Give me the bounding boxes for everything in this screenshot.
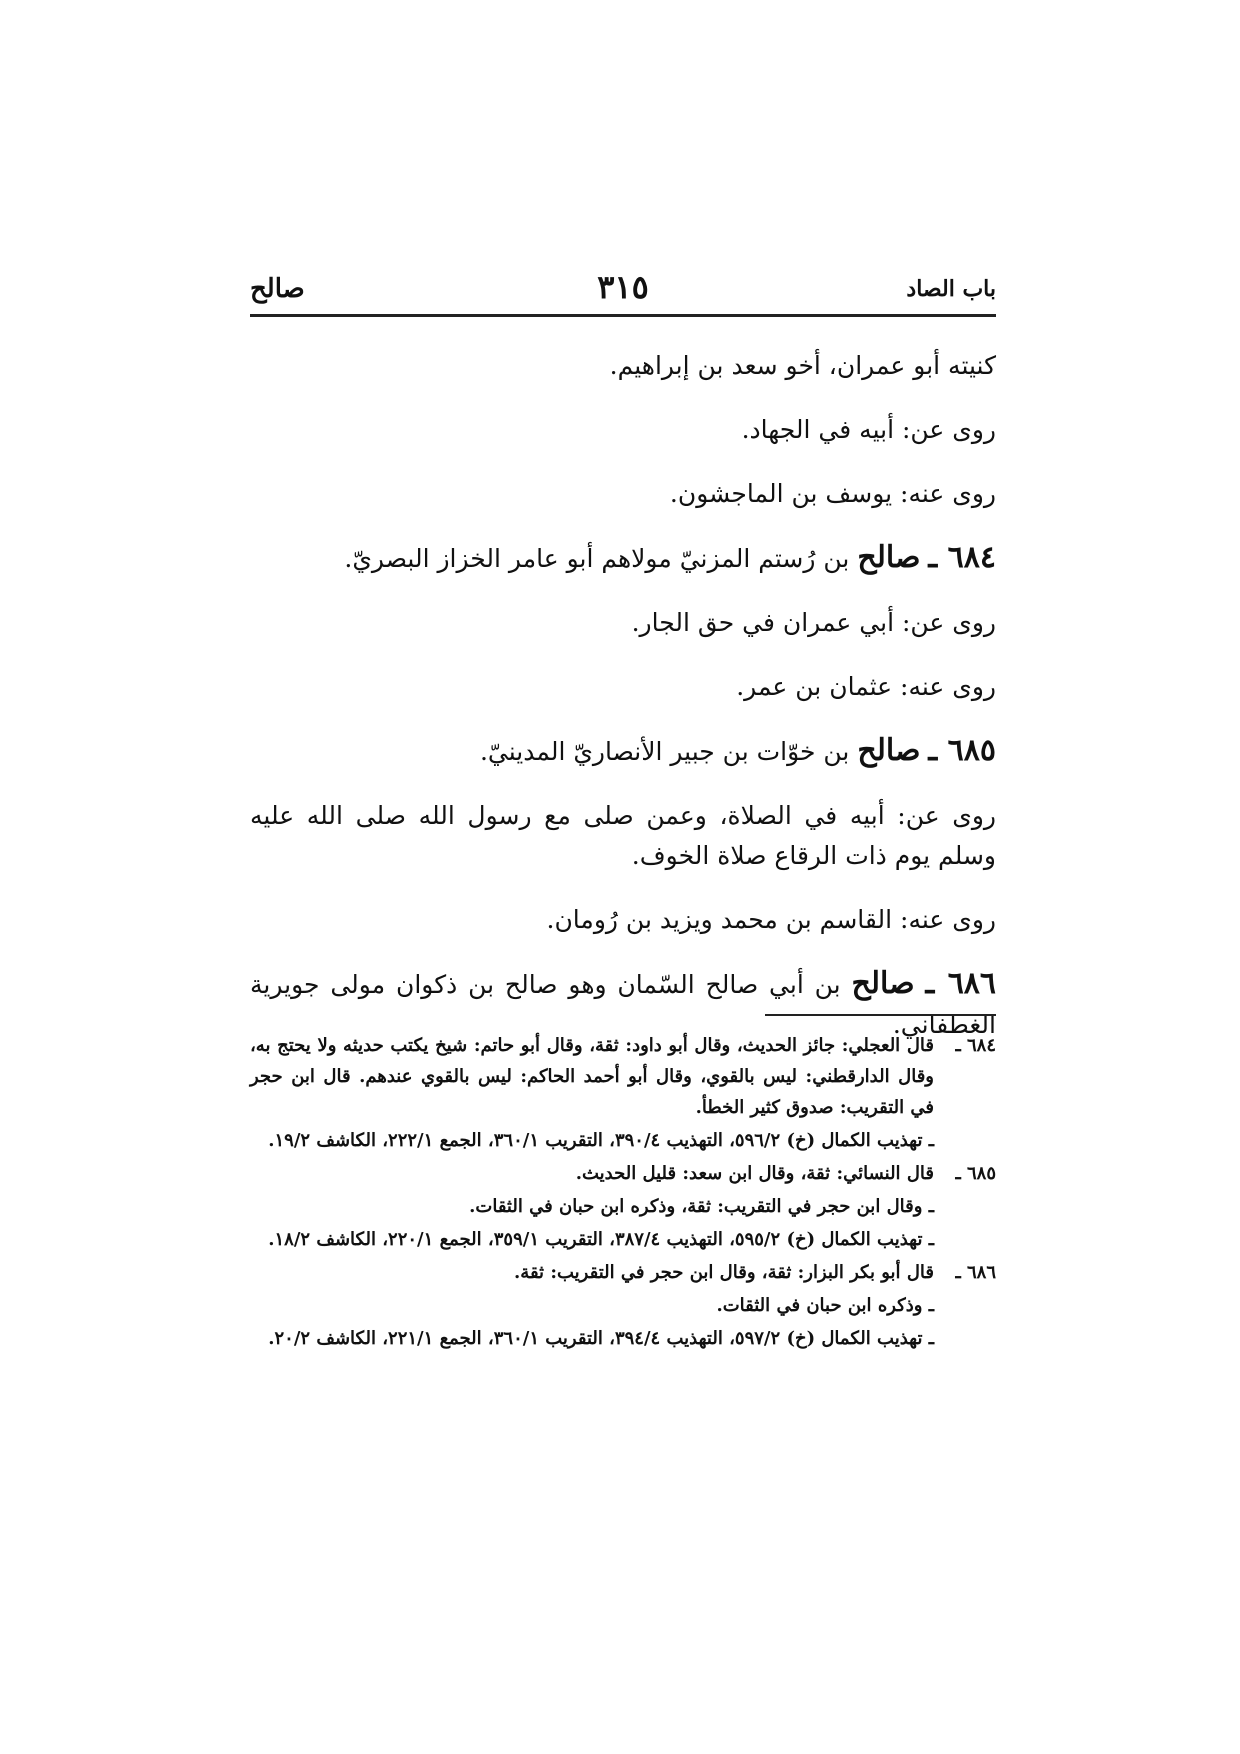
footnote <box>250 1158 996 1189</box>
footnote <box>250 1224 996 1255</box>
entry-name: صالح <box>857 540 921 575</box>
text-line: روى عن: أبي عمران في حق الجار. <box>631 608 996 637</box>
footnote-text: ـ وذكره ابن حبان في الثقات. <box>716 1295 934 1316</box>
footnote-text: قال العجلي: جائز الحديث، وقال أبو داود: ثقة، وقال أبو حاتم: شيخ يكتب حديثه ولا يحتج به، وقال الدارقطني: ليس بالقوي، وقال أبو أحمد الحاكم: ليس بالقوي عندهم. قال ابن حجر في التقريب: صدوق كثير الخطأ. <box>250 1035 934 1118</box>
footnote-text: ـ تهذيب الكمال (خ) ٥٩٦/٢، التهذيب ٣٩٠/٤، التقريب ٣٦٠/١، الجمع ٢٢٢/١، الكاشف ١٩/٢. <box>268 1130 934 1151</box>
text-line: روى عنه: يوسف بن الماجشون. <box>669 479 996 508</box>
footnote-text: ـ تهذيب الكمال (خ) ٥٩٥/٢، التهذيب ٣٨٧/٤، التقريب ٣٥٩/١، الجمع ٢٢٠/١، الكاشف ١٨/٢. <box>268 1229 934 1250</box>
text-line: روى عنه: القاسم بن محمد ويزيد بن رُومان. <box>546 905 996 934</box>
footnote <box>250 1030 996 1123</box>
entry-name: صالح <box>857 733 921 768</box>
footnote <box>250 1125 996 1156</box>
footnote <box>250 1191 996 1222</box>
footnote <box>250 1323 996 1354</box>
running-title: صالح <box>250 274 305 304</box>
page-number: ٣١٥ <box>597 268 649 306</box>
footnote-number: ٦٨٤ ـ <box>955 1035 996 1056</box>
footnote-text: قال أبو بكر البزار: ثقة، وقال ابن حجر في التقريب: ثقة. <box>514 1262 934 1283</box>
text-line: روى عنه: عثمان بن عمر. <box>736 672 996 701</box>
text-line: روى عن: أبيه في الجهاد. <box>741 415 996 444</box>
footnote-number: ٦٨٥ ـ <box>955 1163 996 1184</box>
entry-684 <box>250 538 996 579</box>
footnote <box>250 1257 996 1288</box>
footnote-divider <box>765 1014 996 1016</box>
text-line: كنيته أبو عمران، أخو سعد بن إبراهيم. <box>609 351 996 380</box>
entry-text: بن خوّات بن جبير الأنصاريّ المدينيّ. <box>479 737 850 766</box>
text-line: روى عن: أبيه في الصلاة، وعمن صلى مع رسول الله صلى الله عليه وسلم يوم ذات الرقاع صلاة الخوف. <box>250 801 996 870</box>
footnote <box>250 1290 996 1321</box>
entry-name: صالح <box>851 966 915 1001</box>
footnote-number: ٦٨٦ ـ <box>955 1262 996 1283</box>
entry-685 <box>250 731 996 772</box>
entry-text: بن رُستم المزنيّ مولاهم أبو عامر الخزاز البصريّ. <box>344 544 850 573</box>
footnote-text: ـ وقال ابن حجر في التقريب: ثقة، وذكره ابن حبان في الثقات. <box>469 1196 934 1217</box>
entry-number: ٦٨٥ ـ <box>928 733 996 768</box>
page-header <box>250 268 996 317</box>
main-text <box>250 346 996 1069</box>
entry-number: ٦٨٦ ـ <box>925 966 997 1001</box>
chapter-title: باب الصاد <box>906 276 996 302</box>
footnote-text: ـ تهذيب الكمال (خ) ٥٩٧/٢، التهذيب ٣٩٤/٤، التقريب ٣٦٠/١، الجمع ٢٢١/١، الكاشف ٢٠/٢. <box>268 1328 934 1349</box>
footnote-text: قال النسائي: ثقة، وقال ابن سعد: قليل الحديث. <box>575 1163 934 1184</box>
entry-text: بن أبي صالح السّمان وهو صالح بن ذكوان مولى جويرية الغطفاني. <box>250 970 996 1039</box>
footnotes <box>250 1030 996 1356</box>
entry-number: ٦٨٤ ـ <box>928 540 996 575</box>
